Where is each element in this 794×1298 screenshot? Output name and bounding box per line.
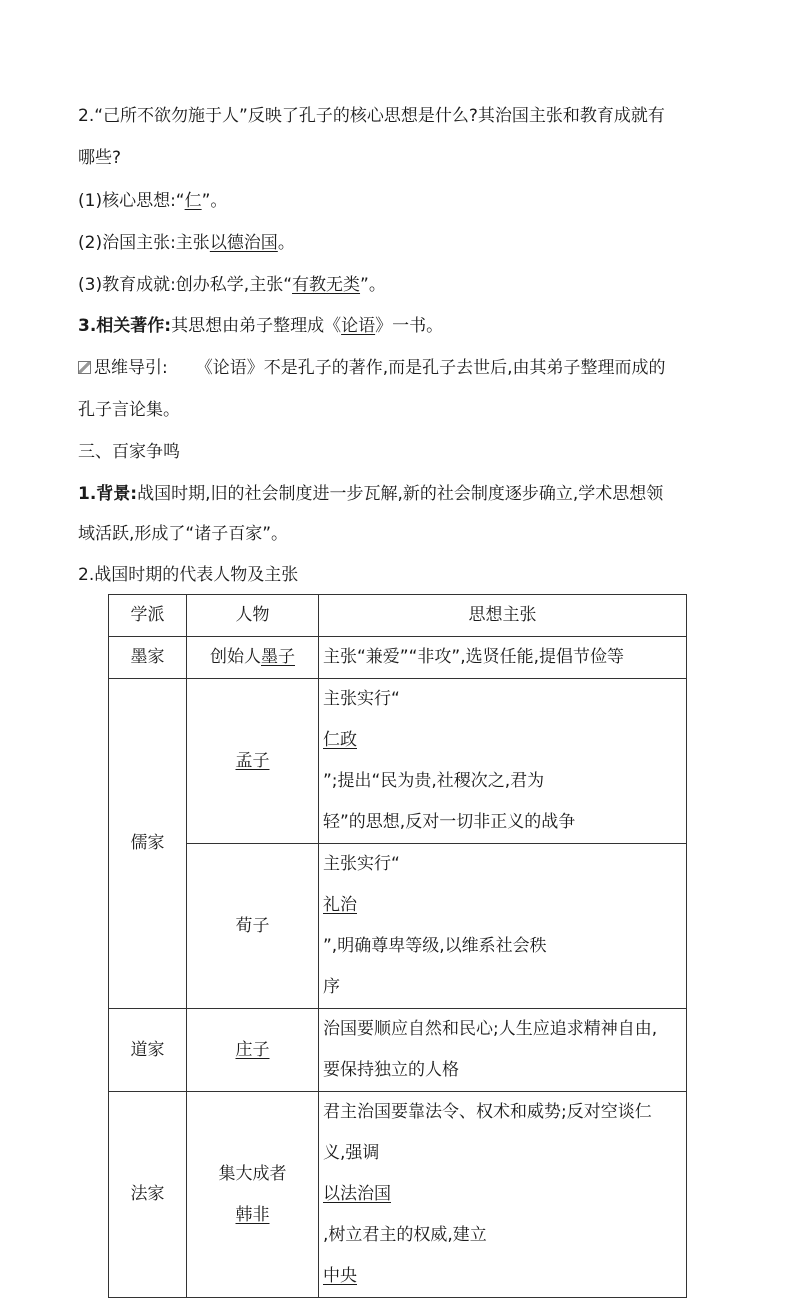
representatives-title: 2.战国时期的代表人物及主张: [78, 565, 299, 585]
school-cell: 墨家: [109, 637, 187, 679]
thinking-guide: 思维导引: 《论语》不是孔子的著作,而是孔子去世后,由其弟子整理而成的: [78, 356, 666, 380]
header-school: 学派: [109, 595, 187, 637]
answer-blank: 有教无类: [292, 275, 361, 295]
idea-cell: 君主治国要靠法令、权术和威势;反对空谈仁 义,强调 以法治国 ,树立君主的权威,建立 中央: [319, 1092, 687, 1298]
section-title: 三、百家争鸣: [78, 442, 180, 462]
background-line2: 域活跃,形成了“诸子百家”。: [78, 524, 289, 544]
school-cell: 道家: [109, 1009, 187, 1092]
person-cell: 孟子: [187, 679, 319, 844]
idea-cell: 主张实行“ 仁政 ”;提出“民为贵,社稷次之,君为 轻”的思想,反对一切非正义的战争: [319, 679, 687, 844]
school-cell: 法家: [109, 1092, 187, 1298]
school-cell: 儒家: [109, 679, 187, 1009]
guide-icon: [78, 361, 91, 374]
table-row: [109, 1092, 687, 1298]
table-row: [109, 844, 687, 1009]
answer-blank: 以德治国: [209, 233, 278, 253]
thinking-guide-line2: 孔子言论集。: [78, 400, 180, 420]
idea-cell: 主张实行“ 礼治 ”,明确尊卑等级,以维系社会秩 序: [319, 844, 687, 1009]
header-idea: 思想主张: [319, 595, 687, 637]
answer-blank: 仁: [184, 191, 202, 211]
person-cell: 庄子: [187, 1009, 319, 1092]
header-person: 人物: [187, 595, 319, 637]
idea-cell: 主张“兼爱”“非攻”,选贤任能,提倡节俭等: [319, 637, 687, 679]
q2-line2: 哪些?: [78, 148, 122, 168]
background-line1: 1.背景:战国时期,旧的社会制度进一步瓦解,新的社会制度逐步确立,学术思想领: [78, 484, 664, 504]
person-cell: 集大成者 韩非: [187, 1092, 319, 1298]
answer-core-idea: (1)核心思想:“仁”。: [78, 191, 228, 211]
table-header-row: [109, 595, 687, 637]
idea-cell: 治国要顺应自然和民心;人生应追求精神自由, 要保持独立的人格: [319, 1009, 687, 1092]
person-cell: 荀子: [187, 844, 319, 1009]
related-works: 3.相关著作:其思想由弟子整理成《论语》一书。: [78, 316, 444, 336]
answer-education: (3)教育成就:创办私学,主张“有教无类”。: [78, 275, 386, 295]
table-row: [109, 637, 687, 679]
schools-table: [108, 594, 687, 1298]
person-cell: 创始人墨子: [187, 637, 319, 679]
answer-governance: (2)治国主张:主张以德治国。: [78, 233, 295, 253]
table-row: [109, 1009, 687, 1092]
q2-line1: 2.“己所不欲勿施于人”反映了孔子的核心思想是什么?其治国主张和教育成就有: [78, 106, 665, 126]
table-row: [109, 679, 687, 844]
answer-blank: 论语: [341, 316, 376, 336]
